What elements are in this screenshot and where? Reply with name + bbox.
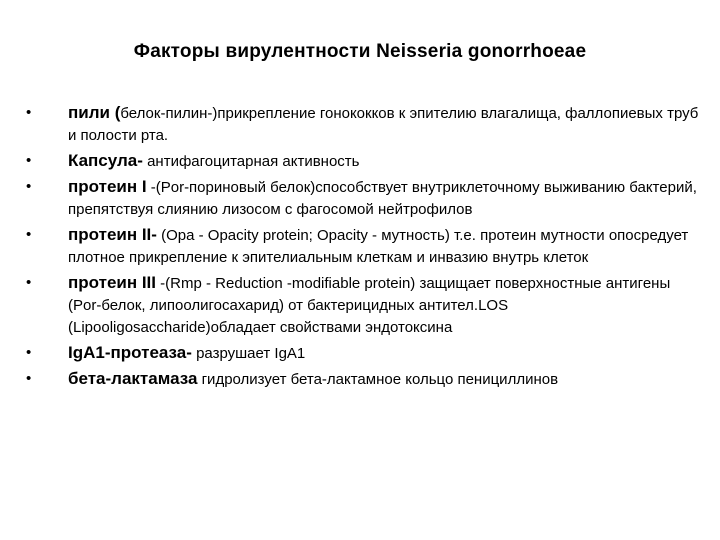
list-item	[26, 150, 706, 173]
bullet-icon: •	[26, 178, 32, 195]
bullet-icon: •	[26, 370, 32, 387]
item-text: -(Por-пориновый белок)способствует внутриклеточному выживанию бактерий, препятствуя слиянию лизосом с фагосомой нейтрофилов	[68, 179, 697, 218]
item-text: разрушает IgA1	[191, 345, 306, 362]
list-item	[26, 342, 706, 365]
bullet-icon: •	[26, 104, 32, 121]
list-item	[26, 368, 706, 391]
item-text: (Opa - Opacity protein; Opacity - мутность) т.е. протеин мутности опосредует плотное прикрепление к эпителиальным клеткам и инвазию внутрь клеток	[68, 227, 689, 266]
bullet-list	[26, 102, 706, 394]
item-text: белок-пилин-)прикрепление гонококков к эпителию влагалища, фаллопиевых труб и полости рта.	[68, 105, 699, 144]
item-lead: протеин I	[68, 177, 147, 196]
list-item	[26, 102, 706, 147]
item-lead: протеин III	[68, 273, 157, 292]
item-lead: Капсула-	[68, 151, 143, 170]
bullet-icon: •	[26, 152, 32, 169]
item-text: гидролизует бета-лактамное кольцо пенициллинов	[197, 371, 559, 388]
item-lead: протеин II-	[68, 225, 157, 244]
item-lead: IgA1-протеаза-	[68, 343, 192, 362]
bullet-icon: •	[26, 226, 32, 243]
bullet-icon: •	[26, 274, 32, 291]
item-lead: бета-лактамаза	[68, 369, 198, 388]
list-item	[26, 224, 706, 269]
item-text: -(Rmp - Reduction -modifiable protein) защищает поверхностные антигены (Por-белок, липоолигосахарид) от бактерицидных антител.LOS (Lipooligosaccharide)обладает свойствами эндотоксина	[68, 275, 671, 336]
slide-title: Факторы вирулентности Neisseria gonorrhoeae	[133, 41, 587, 62]
list-item	[26, 176, 706, 221]
item-lead: пили (	[68, 103, 121, 122]
bullet-icon: •	[26, 344, 32, 361]
list-item	[26, 272, 706, 339]
item-text: антифагоцитарная активность	[142, 153, 360, 170]
